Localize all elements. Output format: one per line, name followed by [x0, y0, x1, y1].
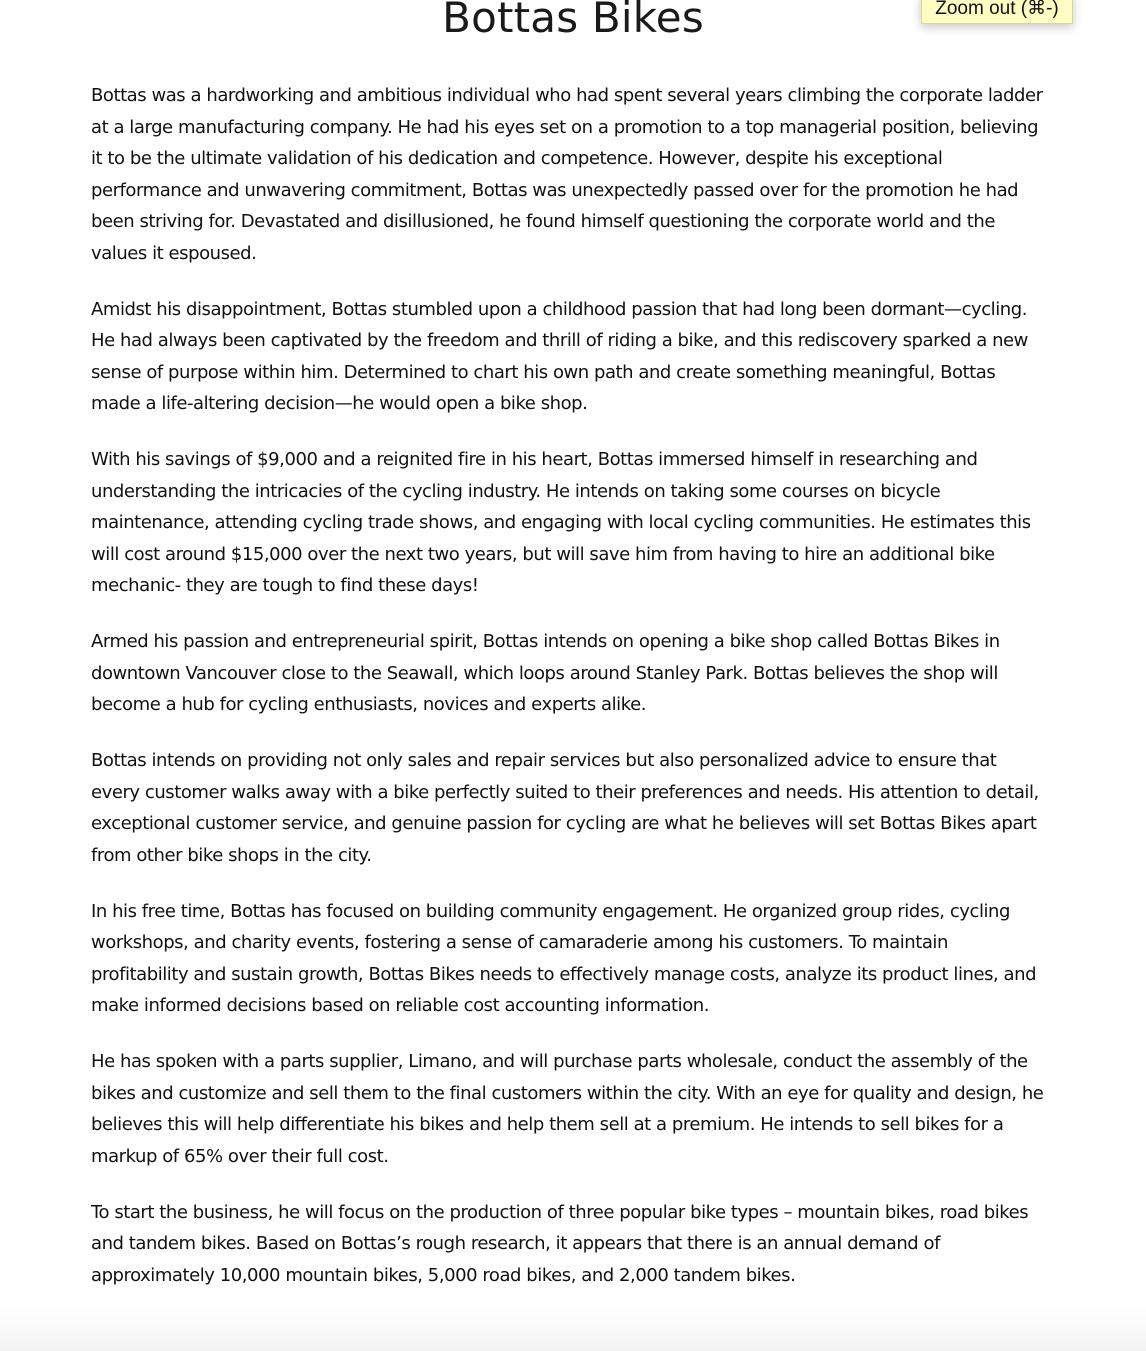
- page-bottom-edge: [0, 1307, 1146, 1351]
- paragraph-7: He has spoken with a parts supplier, Limano, and will purchase parts wholesale, conduct the assembly of the bikes and customize and sell them to the final customers within the city. With an eye for quality and design, he believes this will help differentiate his bikes and help them sell at a premium. He intends to sell bikes for a markup of 65% over their full cost.: [91, 1051, 1044, 1167]
- paragraph-5: Bottas intends on providing not only sales and repair services but also personalized advice to ensure that every customer walks away with a bike perfectly suited to their preferences and needs. His attention to detail, exceptional customer service, and genuine passion for cycling are what he believes will set Bottas Bikes apart from other bike shops in the city.: [91, 750, 1039, 866]
- paragraph-1: Bottas was a hardworking and ambitious individual who had spent several years climbing the corporate ladder at a large manufacturing company. He had his eyes set on a promotion to a top managerial position, believing it to be the ultimate validation of his dedication and competence. However, despite his exceptional performance and unwavering commitment, Bottas was unexpectedly passed over for the promotion he had been striving for. Devastated and disillusioned, he found himself questioning the corporate world and the values it espoused.: [91, 85, 1043, 264]
- document-title: Bottas Bikes: [442, 0, 704, 42]
- document-body: [91, 80, 1049, 1316]
- paragraph-8: To start the business, he will focus on the production of three popular bike types – mountain bikes, road bikes and tandem bikes. Based on Bottas’s rough research, it appears that there is an annual demand of approximately 10,000 mountain bikes, 5,000 road bikes, and 2,000 tandem bikes.: [91, 1201, 1029, 1286]
- paragraph-6: In his free time, Bottas has focused on building community engagement. He organized group rides, cycling workshops, and charity events, fostering a sense of camaraderie among his customers. To maintain profitability and sustain growth, Bottas Bikes needs to effectively manage costs, analyze its product lines, and make informed decisions based on reliable cost accounting information.: [91, 900, 1037, 1016]
- zoom-out-tooltip: Zoom out (⌘-): [921, 0, 1073, 24]
- paragraph-2: Amidst his disappointment, Bottas stumbled upon a childhood passion that had long been dormant—cycling. He had always been captivated by the freedom and thrill of riding a bike, and this rediscovery sparked a new sense of purpose within him. Determined to chart his own path and create something meaningful, Bottas made a life-altering decision—he would open a bike shop.: [91, 298, 1028, 414]
- paragraph-3: With his savings of $9,000 and a reignited fire in his heart, Bottas immersed himself in researching and understanding the intricacies of the cycling industry. He intends on taking some courses on bicycle maintenance, attending cycling trade shows, and engaging with local cycling communities. He estimates this will cost around $15,000 over the next two years, but will save him from having to hire an additional bike mechanic- they are tough to find these days!: [91, 449, 1031, 596]
- paragraph-4: Armed his passion and entrepreneurial spirit, Bottas intends on opening a bike shop called Bottas Bikes in downtown Vancouver close to the Seawall, which loops around Stanley Park. Bottas believes the shop will become a hub for cycling enthusiasts, novices and experts alike.: [91, 631, 1000, 715]
